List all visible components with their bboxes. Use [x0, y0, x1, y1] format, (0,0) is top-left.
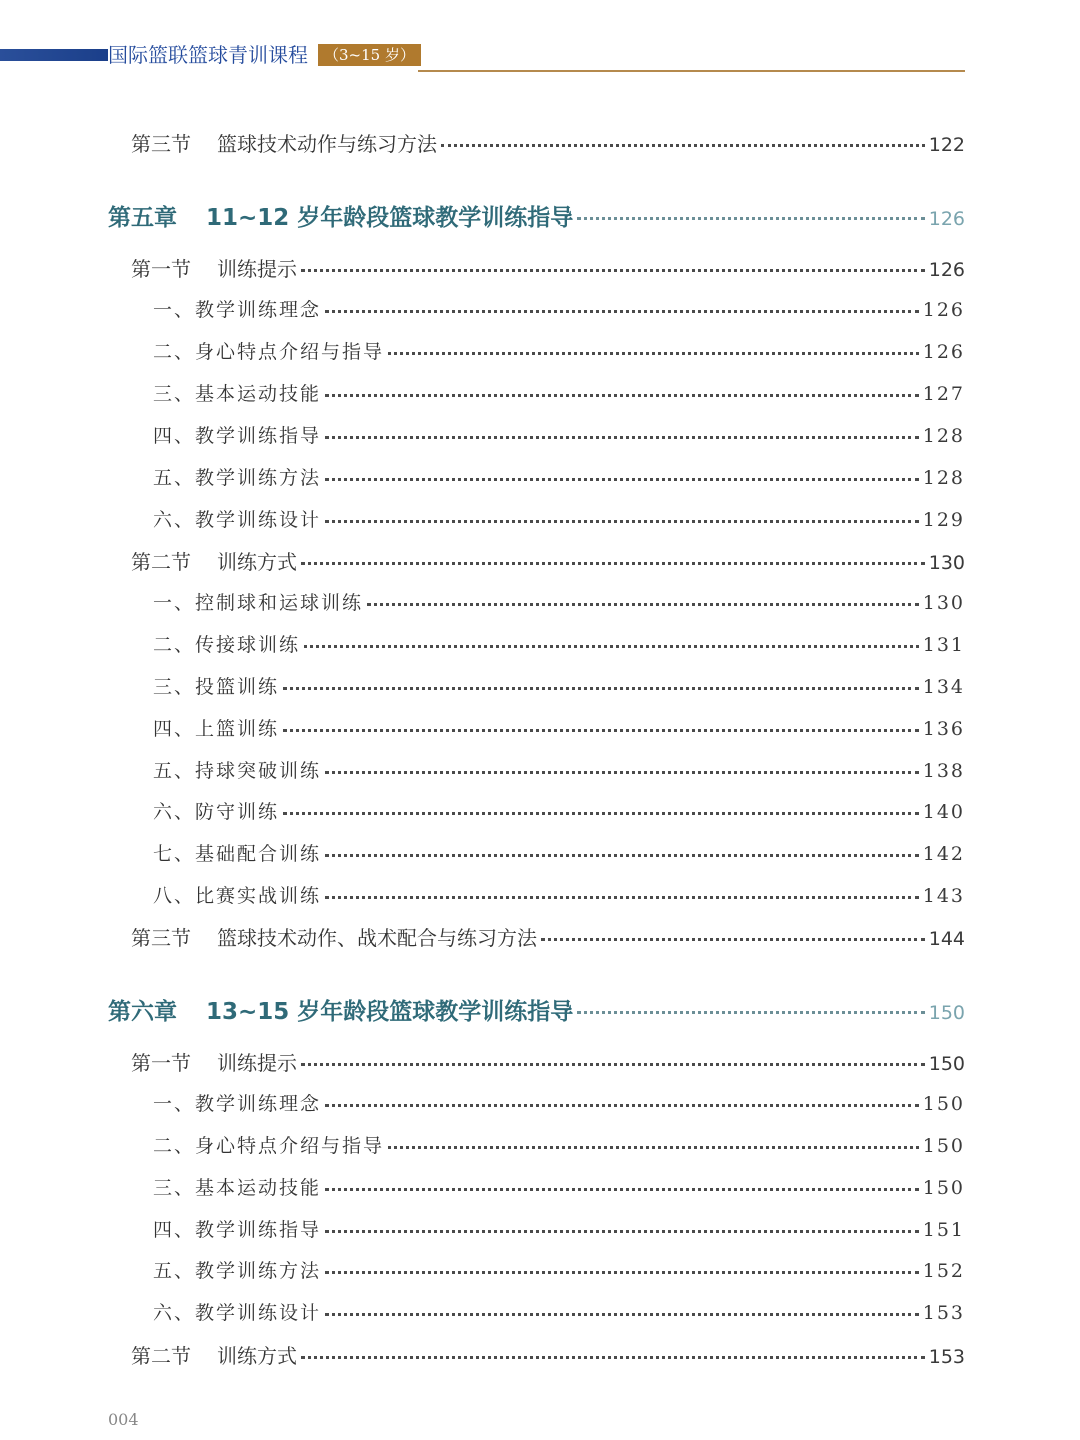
toc-entry-title: 三、投篮训练 [153, 676, 280, 698]
toc-entry-label [131, 922, 537, 951]
toc-entry-label [131, 253, 297, 282]
dot-leader [577, 1011, 924, 1014]
toc-entry-title: 六、教学训练设计 [153, 1302, 322, 1324]
toc-item[interactable] [153, 505, 965, 532]
toc-entry-title: 篮球技术动作、战术配合与练习方法 [217, 926, 537, 950]
toc-section[interactable] [131, 128, 965, 157]
toc-entry-title: 13~15 岁年龄段篮球教学训练指导 [206, 999, 574, 1025]
toc-item[interactable] [153, 881, 965, 908]
toc-entry-label [153, 337, 384, 364]
toc-entry-number: 第六章 [108, 999, 177, 1025]
toc-entry-label [153, 672, 279, 699]
dot-leader [325, 896, 919, 899]
toc-page-number: 140 [922, 801, 965, 823]
toc-page-number: 152 [922, 1260, 965, 1282]
dot-leader [325, 1230, 919, 1233]
toc-entry-label [153, 797, 279, 824]
toc-page-number: 138 [922, 760, 965, 782]
toc-entry-label [153, 1131, 384, 1158]
toc-page-number: 129 [922, 509, 965, 531]
toc-entry-title: 四、教学训练指导 [153, 425, 322, 447]
toc-entry-title: 五、教学训练方法 [153, 1260, 322, 1282]
toc-item[interactable] [153, 1215, 965, 1242]
toc-entry-title: 二、身心特点介绍与指导 [153, 1135, 385, 1157]
toc-page-number: 151 [922, 1219, 965, 1241]
toc-entry-number: 第一节 [131, 257, 191, 281]
toc-entry-label [153, 1298, 321, 1325]
toc-page-number: 126 [922, 341, 965, 363]
toc-entry-label [153, 1256, 321, 1283]
toc-section[interactable] [131, 1340, 965, 1369]
dot-leader [301, 269, 925, 272]
toc-entry-label [131, 1340, 297, 1369]
toc-page-number: 150 [922, 1177, 965, 1199]
toc-item[interactable] [153, 839, 965, 866]
toc-page-number: 153 [922, 1302, 965, 1324]
dot-leader [388, 1146, 919, 1149]
toc-item[interactable] [153, 630, 965, 657]
toc-entry-title: 训练方式 [217, 1344, 297, 1368]
toc-section[interactable] [131, 922, 965, 951]
dot-leader [325, 771, 919, 774]
toc-page-number: 144 [928, 928, 965, 950]
toc-entry-title: 一、教学训练理念 [153, 299, 322, 321]
toc-entry-number: 第五章 [108, 205, 177, 231]
dot-leader [301, 1356, 925, 1359]
toc-entry-title: 11~12 岁年龄段篮球教学训练指导 [206, 205, 574, 231]
dot-leader [325, 1188, 919, 1191]
toc-page-number: 130 [928, 552, 965, 574]
dot-leader [325, 520, 919, 523]
toc-entry-title: 一、控制球和运球训练 [153, 592, 364, 614]
toc-entry-label [108, 199, 573, 232]
toc-chapter[interactable] [108, 199, 965, 232]
toc-item[interactable] [153, 463, 965, 490]
toc-entry-title: 六、教学训练设计 [153, 509, 322, 531]
toc-item[interactable] [153, 337, 965, 364]
toc-item[interactable] [153, 421, 965, 448]
dot-leader [325, 1313, 919, 1316]
toc-entry-title: 五、持球突破训练 [153, 760, 322, 782]
dot-leader [325, 1104, 919, 1107]
toc-entry-title: 训练提示 [217, 1051, 297, 1075]
toc-page-number: 122 [928, 134, 965, 156]
toc-entry-title: 六、防守训练 [153, 801, 280, 823]
toc-chapter[interactable] [108, 993, 965, 1026]
toc-entry-number: 第二节 [131, 1344, 191, 1368]
toc-entry-label [153, 839, 321, 866]
dot-leader [441, 144, 925, 147]
toc-entry-label [153, 505, 321, 532]
toc-entry-title: 一、教学训练理念 [153, 1093, 322, 1115]
dot-leader [301, 562, 925, 565]
toc-section[interactable] [131, 1047, 965, 1076]
page-number: 004 [108, 1410, 139, 1429]
toc-entry-title: 五、教学训练方法 [153, 467, 322, 489]
toc-item[interactable] [153, 797, 965, 824]
toc-entry-label [108, 993, 573, 1026]
toc-entry-label [153, 1215, 321, 1242]
toc-entry-label [153, 1089, 321, 1116]
toc-entry-title: 训练提示 [217, 257, 297, 281]
dot-leader [325, 310, 919, 313]
toc-page-number: 136 [922, 718, 965, 740]
toc-entry-title: 二、身心特点介绍与指导 [153, 341, 385, 363]
toc-page-number: 153 [928, 1346, 965, 1368]
toc-entry-label [153, 630, 300, 657]
book-title: 国际篮联篮球青训课程 [108, 43, 308, 67]
toc-entry-label [131, 128, 437, 157]
toc-item[interactable] [153, 672, 965, 699]
toc-section[interactable] [131, 253, 965, 282]
dot-leader [304, 645, 919, 648]
dot-leader [325, 394, 919, 397]
toc-entry-title: 训练方式 [217, 550, 297, 574]
page-header [0, 0, 1080, 80]
toc-page-number: 126 [928, 259, 965, 281]
toc-entry-number: 第三节 [131, 132, 191, 156]
toc-page-number: 150 [922, 1093, 965, 1115]
toc-item[interactable] [153, 295, 965, 322]
dot-leader [325, 436, 919, 439]
dot-leader [541, 938, 925, 941]
toc-entry-title: 篮球技术动作与练习方法 [217, 132, 437, 156]
toc-entry-label [153, 881, 321, 908]
toc-page-number: 150 [928, 1053, 965, 1075]
toc-item[interactable] [153, 1298, 965, 1325]
toc-item[interactable] [153, 1173, 965, 1200]
dot-leader [283, 729, 919, 732]
toc-page-number: 143 [922, 885, 965, 907]
dot-leader [283, 812, 919, 815]
toc-entry-title: 三、基本运动技能 [153, 1177, 322, 1199]
dot-leader [325, 1271, 919, 1274]
toc-entry-label [153, 714, 279, 741]
dot-leader [301, 1063, 925, 1066]
toc-entry-label [153, 756, 321, 783]
toc-page-number: 128 [922, 467, 965, 489]
toc-entry-label [153, 463, 321, 490]
dot-leader [367, 603, 919, 606]
toc-page-number: 131 [922, 634, 965, 656]
toc-entry-label [153, 379, 321, 406]
toc-item[interactable] [153, 1131, 965, 1158]
header-rule [418, 70, 965, 72]
dot-leader [577, 217, 924, 220]
toc-entry-title: 八、比赛实战训练 [153, 885, 322, 907]
toc-page-number: 130 [922, 592, 965, 614]
dot-leader [325, 854, 919, 857]
toc-entry-title: 四、教学训练指导 [153, 1219, 322, 1241]
toc-entry-number: 第三节 [131, 926, 191, 950]
toc-entry-label [131, 546, 297, 575]
toc-item[interactable] [153, 756, 965, 783]
toc-section[interactable] [131, 546, 965, 575]
age-range-badge: （3~15 岁） [318, 44, 421, 66]
toc-entry-title: 七、基础配合训练 [153, 843, 322, 865]
toc-item[interactable] [153, 588, 965, 615]
toc-entry-number: 第二节 [131, 550, 191, 574]
toc-entry-label [153, 295, 321, 322]
toc-page-number: 134 [922, 676, 965, 698]
toc-entry-title: 三、基本运动技能 [153, 383, 322, 405]
toc-entry-number: 第一节 [131, 1051, 191, 1075]
toc-page-number: 127 [922, 383, 965, 405]
toc-page-number: 150 [928, 1002, 965, 1024]
dot-leader [283, 687, 919, 690]
toc-item[interactable] [153, 1256, 965, 1283]
toc-page-number: 126 [928, 208, 965, 230]
toc-page-number: 150 [922, 1135, 965, 1157]
toc-page-number: 142 [922, 843, 965, 865]
dot-leader [325, 478, 919, 481]
toc-item[interactable] [153, 379, 965, 406]
toc-entry-label [131, 1047, 297, 1076]
toc-entry-label [153, 1173, 321, 1200]
toc-page-number: 126 [922, 299, 965, 321]
toc-entry-title: 二、传接球训练 [153, 634, 301, 656]
header-color-bar [0, 49, 108, 61]
toc-item[interactable] [153, 1089, 965, 1116]
toc-entry-title: 四、上篮训练 [153, 718, 280, 740]
toc-item[interactable] [153, 714, 965, 741]
dot-leader [388, 352, 919, 355]
toc-page-number: 128 [922, 425, 965, 447]
toc-entry-label [153, 421, 321, 448]
toc-entry-label [153, 588, 363, 615]
